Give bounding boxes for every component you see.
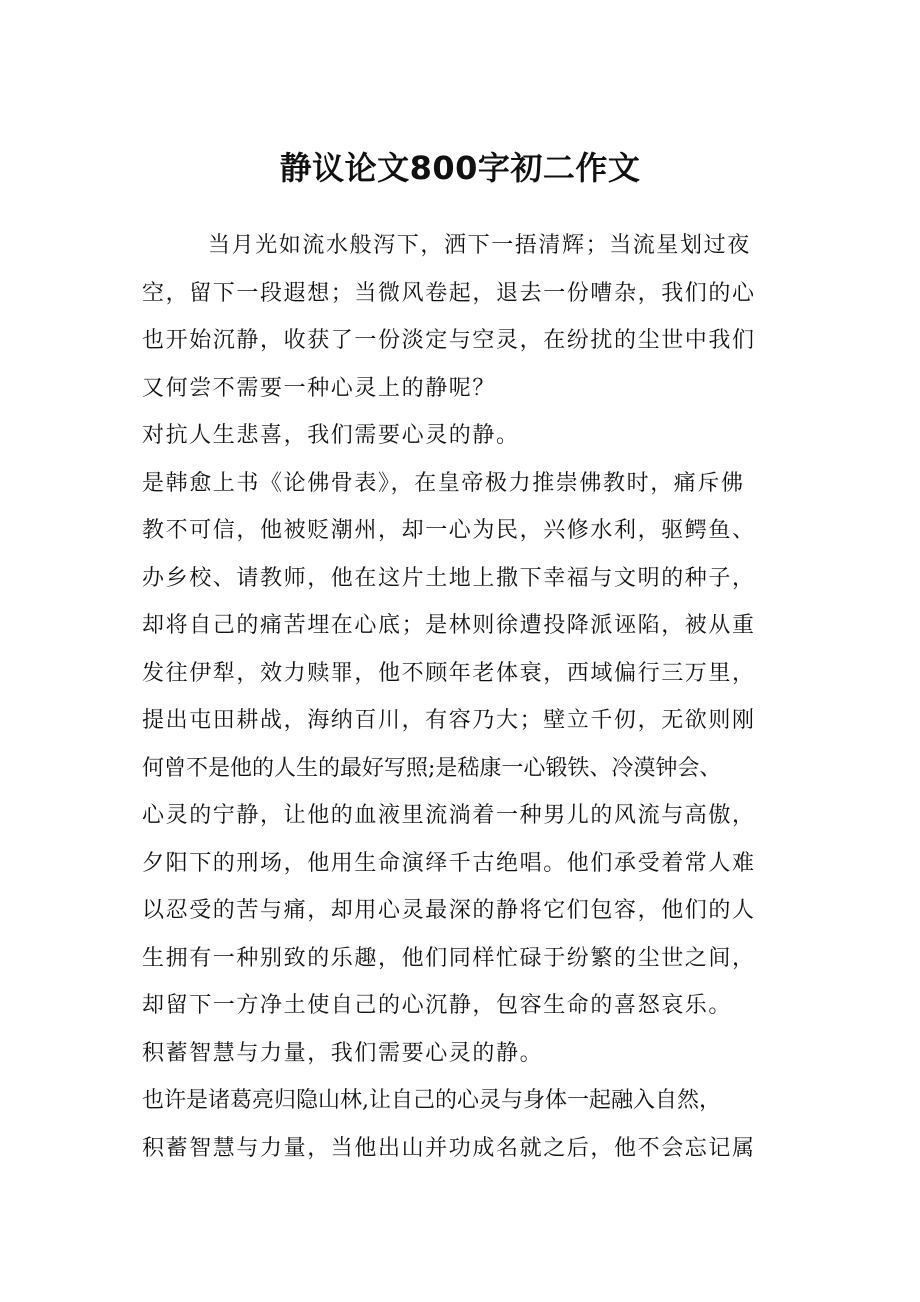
- body-line: 也许是诸葛亮归隐山林,让自己的心灵与身体一起融入自然，: [142, 1088, 721, 1113]
- body-line: 夕阳下的刑场，他用生命演绎千古绝唱。他们承受着常人难: [142, 850, 756, 876]
- body-line: 心灵的宁静，让他的血液里流淌着一种男儿的风流与高傲，: [142, 803, 756, 828]
- body-line: 又何尝不需要一种心灵上的静呢？: [142, 375, 497, 401]
- section-heading-line: 对抗人生悲喜，我们需要心灵的静。: [142, 423, 520, 448]
- section-heading-line: 积蓄智慧与力量，我们需要心灵的静。: [142, 1040, 544, 1066]
- body-line: 积蓄智慧与力量，当他出山并功成名就之后，他不会忘记属: [142, 1135, 756, 1161]
- body-line: 是韩愈上书《论佛骨表》，在皇帝极力推崇佛教时，痛斥佛: [142, 470, 745, 496]
- body-line: 空，留下一段遐想；当微风卷起，退去一份嘈杂，我们的心: [142, 280, 756, 306]
- body-line: 发往伊犁，效力赎罪，他不顾年老体衰，西域偏行三万里，: [142, 660, 756, 686]
- body-line: 生拥有一种别致的乐趣，他们同样忙碌于纷繁的尘世之间，: [142, 945, 756, 971]
- body-line: 当月光如流水般泻下，洒下一捂清辉；当流星划过夜: [208, 233, 751, 258]
- body-line: 却留下一方净土使自己的心沉静，包容生命的喜怒哀乐。: [142, 993, 733, 1018]
- body-line: 以忍受的苦与痛，却用心灵最深的静将它们包容，他们的人: [142, 898, 756, 923]
- body-line: 教不可信，他被贬潮州，却一心为民，兴修水利，驱鳄鱼、: [142, 518, 756, 543]
- body-line: 办乡校、请教师，他在这片土地上撒下幸福与文明的种子，: [142, 565, 756, 591]
- document-title: 静议论文800字初二作文: [279, 149, 641, 187]
- body-line: 提出屯田耕战，海纳百川，有容乃大；壁立千仞，无欲则刚: [142, 708, 756, 733]
- body-line: 也开始沉静，收获了一份淡定与空灵，在纷扰的尘世中我们: [142, 328, 756, 353]
- document-body: [142, 222, 782, 1172]
- body-line: 何曾不是他的人生的最好写照;是嵇康一心锻铁、冷漠钟会、: [142, 755, 722, 781]
- body-line: 却将自己的痛苦埋在心底；是林则徐遭投降派诬陷，被从重: [142, 613, 756, 638]
